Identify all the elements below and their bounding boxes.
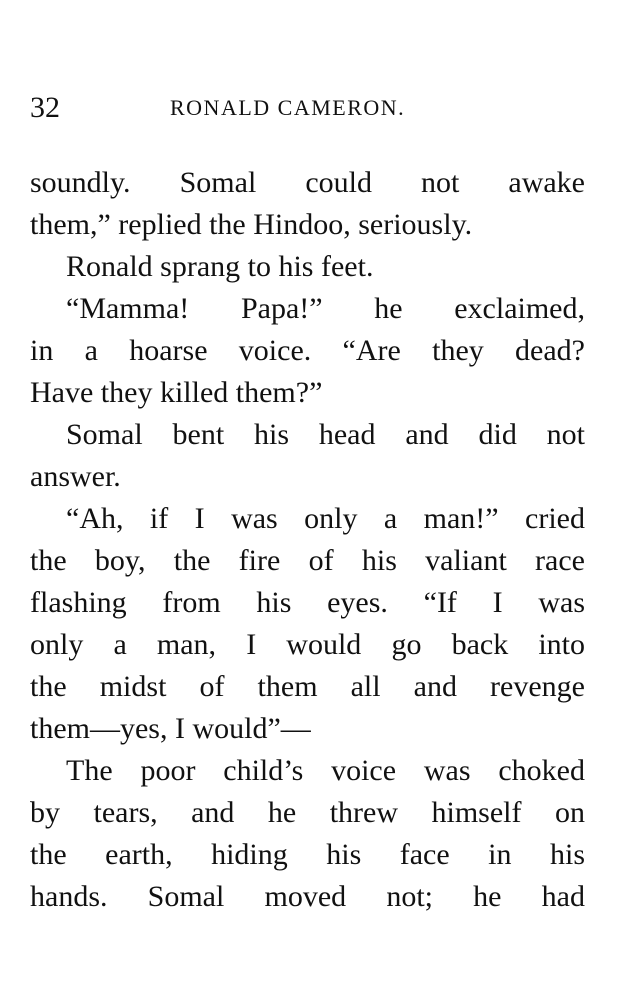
running-title: RONALD CAMERON. xyxy=(170,95,406,120)
text-line: them,” replied the Hindoo, seriously. xyxy=(30,208,473,241)
text-line: “Mamma! Papa!” he exclaimed, xyxy=(66,292,585,325)
text-line: the midst of them all and revenge xyxy=(30,670,585,703)
text-line: them—yes, I would”— xyxy=(30,712,311,745)
page-header xyxy=(30,88,590,128)
text-line: answer. xyxy=(30,460,121,493)
text-line: only a man, I would go back into xyxy=(30,628,585,661)
text-line: in a hoarse voice. “Are they dead? xyxy=(30,334,585,367)
text-line: Somal bent his head and did not xyxy=(66,418,585,451)
text-line: The poor child’s voice was choked xyxy=(66,754,585,787)
text-line: by tears, and he threw himself on xyxy=(30,796,585,829)
text-line: the boy, the fire of his valiant race xyxy=(30,544,585,577)
text-line: Have they killed them?” xyxy=(30,376,323,409)
body-text xyxy=(30,162,585,918)
text-line: Ronald sprang to his feet. xyxy=(66,250,374,283)
page-number: 32 xyxy=(30,91,60,124)
text-line: the earth, hiding his face in his xyxy=(30,838,585,871)
text-line: “Ah, if I was only a man!” cried xyxy=(66,502,585,535)
text-line: hands. Somal moved not; he had xyxy=(30,880,585,913)
text-line: flashing from his eyes. “If I was xyxy=(30,586,585,619)
text-line: soundly. Somal could not awake xyxy=(30,166,585,199)
